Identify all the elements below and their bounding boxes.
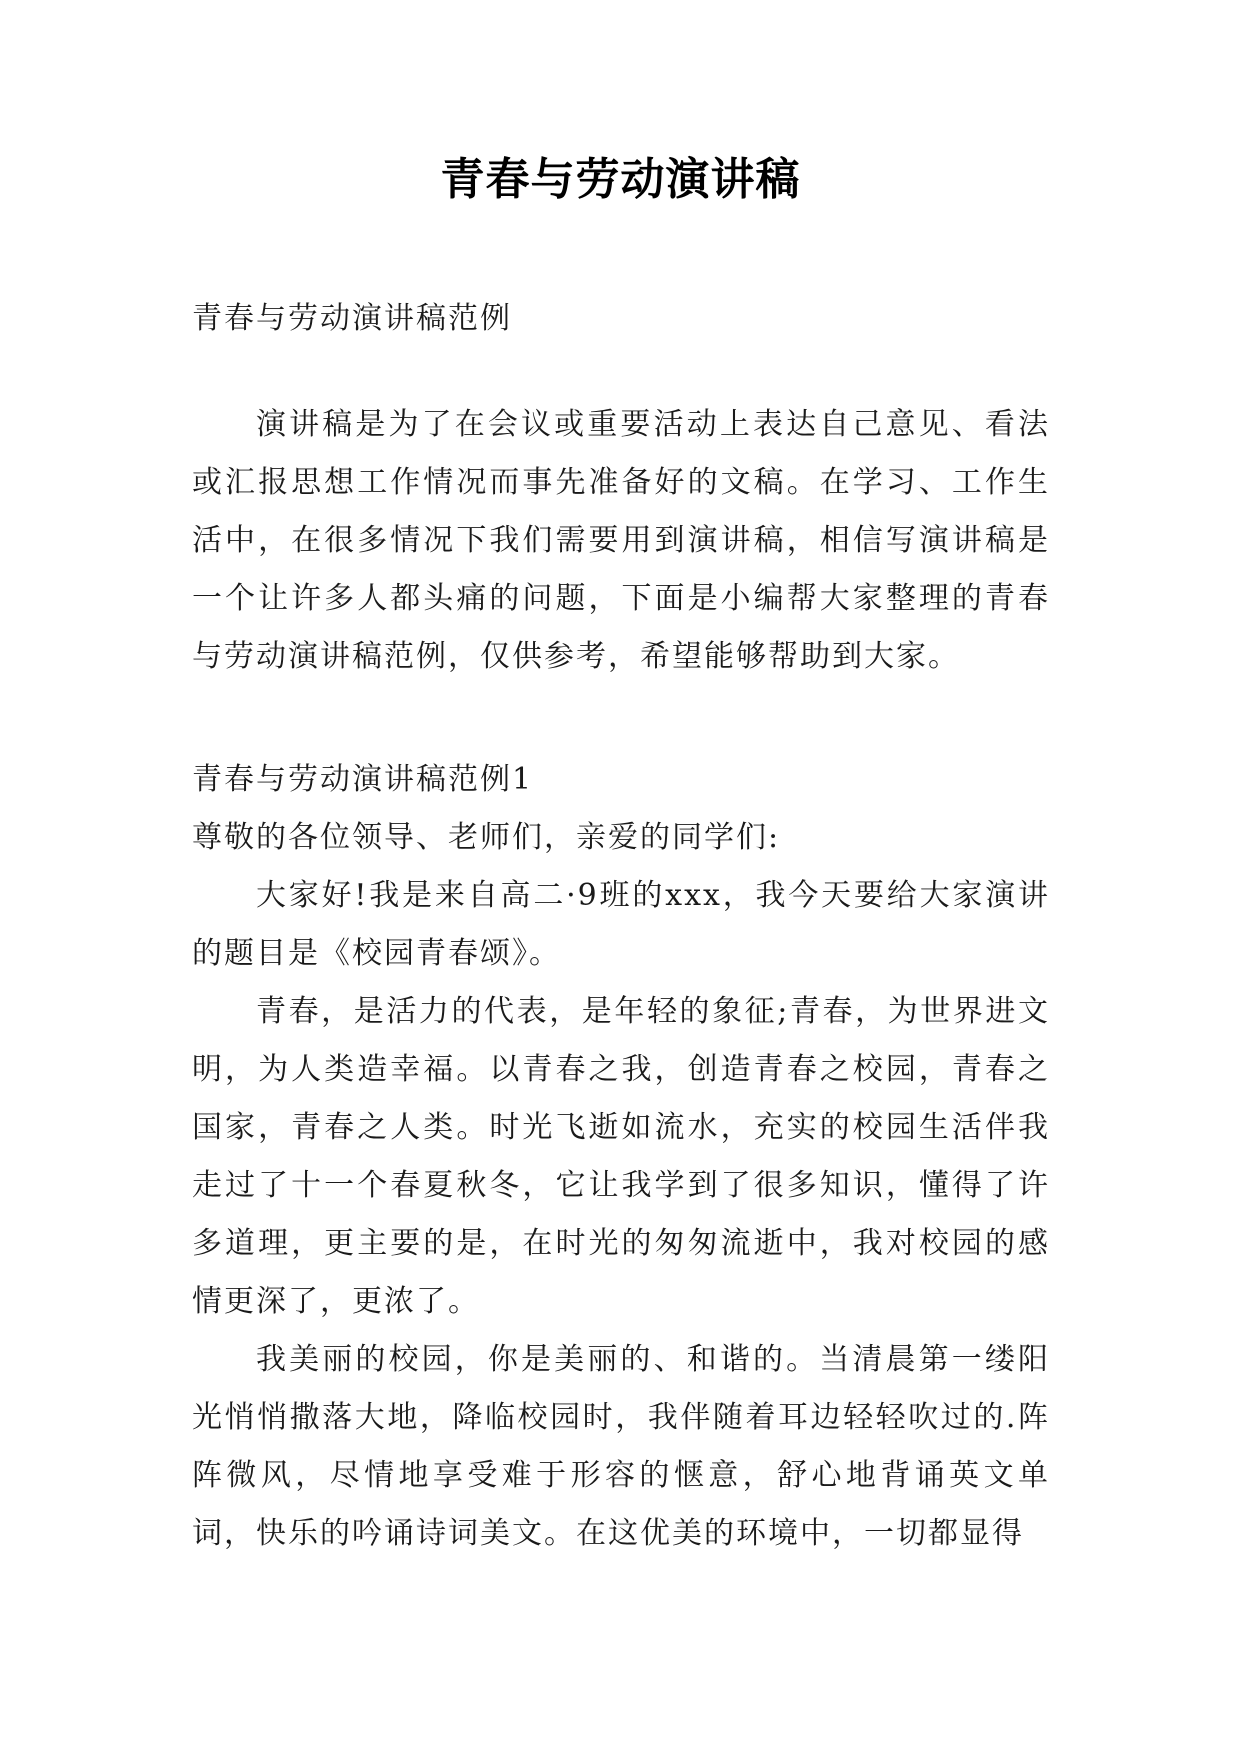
body-paragraph-1: 大家好!我是来自高二·9班的xxx，我今天要给大家演讲的题目是《校园青春颂》。 — [192, 878, 1050, 971]
body-paragraph-3: 我美丽的校园，你是美丽的、和谐的。当清晨第一缕阳光悄悄撒落大地，降临校园时，我伴随着耳边轻轻吹过的.阵阵微风，尽情地享受难于形容的惬意，舒心地背诵英文单词，快乐的吟诵诗词美文。在这优美的环境中，一切都显得 — [192, 1342, 1050, 1551]
greeting-line: 尊敬的各位领导、老师们，亲爱的同学们: — [192, 820, 781, 855]
example-heading: 青春与劳动演讲稿范例1 — [192, 762, 534, 797]
body-paragraph-2: 青春，是活力的代表，是年轻的象征;青春，为世界进文明，为人类造幸福。以青春之我，创造青春之校园，青春之国家，青春之人类。时光飞逝如流水，充实的校园生活伴我走过了十一个春夏秋冬，它让我学到了很多知识，懂得了许多道理，更主要的是，在时光的匆匆流逝中，我对校园的感情更深了，更浓了。 — [192, 994, 1050, 1319]
document-title: 青春与劳动演讲稿 — [440, 154, 801, 205]
document-subtitle: 青春与劳动演讲稿范例 — [192, 301, 512, 336]
intro-paragraph: 演讲稿是为了在会议或重要活动上表达自己意见、看法或汇报思想工作情况而事先准备好的文稿。在学习、工作生活中，在很多情况下我们需要用到演讲稿，相信写演讲稿是一个让许多人都头痛的问题，下面是小编帮大家整理的青春与劳动演讲稿范例，仅供参考，希望能够帮助到大家。 — [192, 407, 1050, 674]
